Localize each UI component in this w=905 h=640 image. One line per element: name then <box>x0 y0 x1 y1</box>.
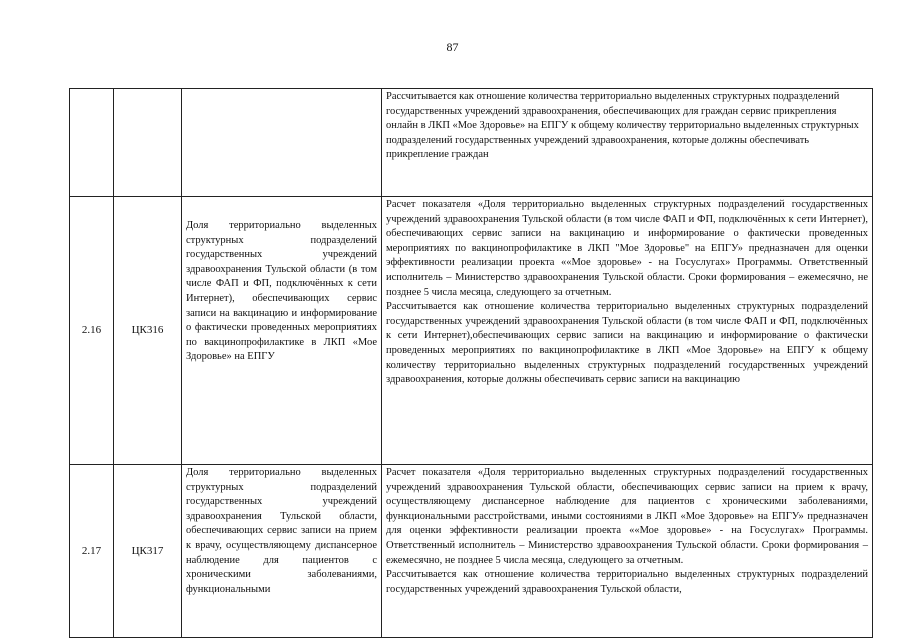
row-description <box>382 89 873 197</box>
description-paragraph: Расчет показателя «Доля территориально выделенных структурных подразделений государственных учреждений здравоохранения Тульской области (в том числе ФАП и ФП, подключённых к сети Интернет), обеспечивающих сервис записи на вакцинацию и информирование о фактически проведенных мероприятиях по вакцинопрофилактике в ЛКП "Мое Здоровье" на ЕПГУ» предназначен для оценки эффективности реализации проекта ««Мое здоровье» - на Госуслугах» Программы. Ответственный исполнитель – Министерство здравоохранения Тульской области. Сроки формирования – ежемесячно, не позднее 5 числа месяца, следующего за отчетным. <box>386 199 868 298</box>
row-code <box>114 89 182 197</box>
row-description <box>382 197 873 465</box>
row-description <box>382 465 873 638</box>
table-row <box>70 197 873 465</box>
description-paragraph: Рассчитывается как отношение количества территориально выделенных структурных подразделений государственных учреждений здравоохранения Тульской области (в том числе ФАП и ФП, подключённых к сети Интернет),обеспечивающих сервис записи на вакцинацию и информирование о фактически проведенных мероприятиях по вакцинопрофилактике в ЛКП «Мое Здоровье» на ЕПГУ к общему количеству территориально выделенных структурных подразделений государственных учреждений здравоохранения, которые должны обеспечивать сервис записи на вакцинацию <box>386 301 868 386</box>
row-number: 2.17 <box>70 465 114 638</box>
description-paragraph: Рассчитывается как отношение количества территориально выделенных структурных подразделений государственных учреждений здравоохранения, обеспечивающих для граждан сервис прикрепления онлайн в ЛКП «Мое Здоровье» на ЕПГУ к общему количеству территориально выделенных структурных подразделений государственных учреждений здравоохранения, которые должны обеспечивать прикрепление граждан <box>386 91 859 161</box>
row-code: ЦК317 <box>114 465 182 638</box>
description-paragraph: Расчет показателя «Доля территориально выделенных структурных подразделений государственных учреждений здравоохранения Тульской области, обеспечивающих сервис записи на прием к врачу, осуществляющему диспансерное наблюдение для пациентов с хроническими заболеваниями, функциональными расстройствами, иными состояниями в ЛКП «Мое Здоровье» на ЕПГУ» предназначен для оценки эффективности реализации проекта ««Мое здоровье» - на Госуслугах» Программы. Ответственный исполнитель – Министерство здравоохранения Тульской области. Сроки формирования – ежемесячно, не позднее 5 числа месяца, следующего за отчетным. <box>386 467 868 566</box>
page-number: 87 <box>446 40 459 54</box>
indicators-table <box>69 88 873 638</box>
table-row <box>70 465 873 638</box>
row-code: ЦК316 <box>114 197 182 465</box>
row-indicator-name <box>182 89 382 197</box>
description-paragraph: Рассчитывается как отношение количества территориально выделенных структурных подразделений государственных учреждений здравоохранения Тульской области, <box>386 569 868 595</box>
row-indicator-name: Доля территориально выделенных структурных подразделений государственных учреждений здравоохранения Тульской области, обеспечивающих сервис записи на прием к врачу, осуществляющему диспансерное наблюдение для пациентов с хроническими заболеваниями, функциональными <box>182 465 382 638</box>
row-indicator-name: Доля территориально выделенных структурных подразделений государственных учреждений здравоохранения Тульской области (в том числе ФАП и ФП, подключённых к сети Интернет), обеспечивающих сервис записи на вакцинацию и информирование о фактически проведенных мероприятиях по вакцинопрофилактике в ЛКП «Мое Здоровье» на ЕПГУ <box>182 197 382 465</box>
table-row <box>70 89 873 197</box>
row-number: 2.16 <box>70 197 114 465</box>
row-number <box>70 89 114 197</box>
